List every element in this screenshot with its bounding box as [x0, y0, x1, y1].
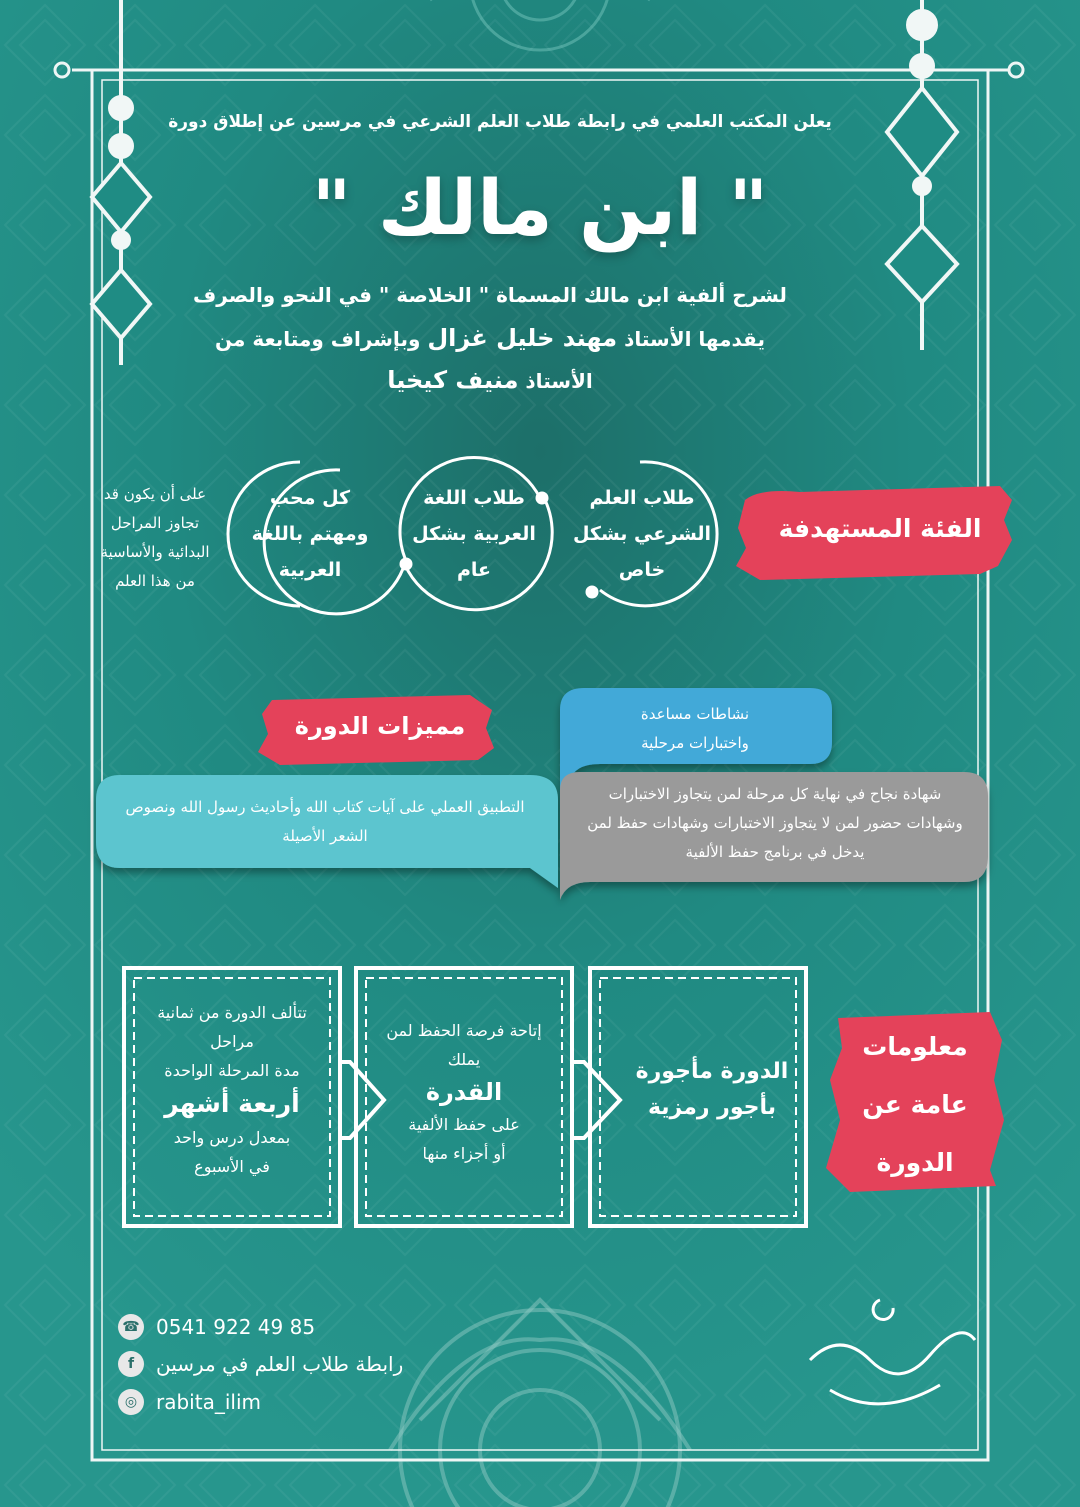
duration-line: تتألف الدورة من ثمانية [157, 1003, 307, 1022]
info-label-line: معلومات [862, 1032, 968, 1061]
target-group-2 [404, 480, 544, 588]
duration-line: مدة المرحلة الواحدة [164, 1061, 300, 1080]
target-group-1-line: طلاب العلم [589, 487, 695, 509]
condition-line: تجاوز المراحل [110, 514, 200, 532]
target-group-3-line: ومهتم باللغة [251, 523, 369, 545]
light-feature-bubble [100, 793, 550, 851]
supervisor-title: الأستاذ [525, 369, 593, 393]
contact-phone[interactable] [118, 1314, 315, 1340]
description-line-2 [140, 324, 840, 352]
contact-facebook[interactable] [118, 1351, 403, 1377]
features-label: مميزات الدورة [294, 712, 466, 740]
course-title: " ابن مالك " [311, 163, 769, 252]
facebook-icon: f [118, 1351, 144, 1377]
info-label-line: الدورة [876, 1148, 954, 1177]
description-line-1: لشرح ألفية ابن مالك المسماة " الخلاصة " في النحو والصرف [193, 283, 787, 307]
memorization-line: على حفظ الألفية [408, 1115, 520, 1134]
target-condition-note [80, 480, 230, 596]
supervisor-prefix: وبإشراف ومتابعة من [215, 327, 421, 351]
memorization-line: يملك [447, 1050, 481, 1069]
teacher-name: مهند خليل غزال [427, 324, 618, 352]
duration-line: بمعدل درس واحد [173, 1128, 291, 1147]
info-box-duration [134, 998, 330, 1181]
contact-instagram[interactable] [118, 1389, 261, 1415]
phone-number: 0541 922 49 85 [156, 1315, 316, 1339]
instagram-handle: rabita_ilim [156, 1390, 261, 1414]
bubble-line: نشاطات مساعدة [640, 705, 750, 723]
bubble-line: وشهادات حضور لمن لا يتجاوز الاختبارات وشهادات حفظ لمن [587, 814, 963, 832]
target-group-3-line: كل محب [269, 487, 351, 509]
target-group-2-line: عام [456, 559, 492, 581]
condition-line: من هذا العلم [115, 572, 195, 590]
memorization-line: إتاحة فرصة الحفظ لمن [386, 1021, 542, 1040]
info-box-memorization [366, 1016, 562, 1168]
duration-line: مراحل [210, 1032, 254, 1051]
target-group-3 [240, 480, 380, 588]
bubble-line: يدخل في برنامج حفظ الألفية [685, 843, 865, 861]
general-info-label [840, 1018, 990, 1192]
gray-feature-bubble [568, 780, 982, 867]
memorization-line: أو أجزاء منها [422, 1144, 506, 1163]
info-box-fees [600, 1054, 824, 1126]
condition-line: على أن يكون قد [103, 485, 207, 503]
description-line-3 [140, 366, 840, 394]
teacher-prefix: يقدمها الأستاذ [624, 327, 765, 351]
target-audience-label: الفئة المستهدفة [778, 514, 982, 543]
memorization-highlight: القدرة [425, 1078, 503, 1106]
duration-line: في الأسبوع [194, 1157, 270, 1176]
target-group-2-line: طلاب اللغة [423, 487, 525, 509]
supervisor-name: منيف كيخيا [387, 366, 519, 394]
duration-highlight: أربعة أشهر [164, 1089, 300, 1118]
fees-line: الدورة مأجورة [635, 1059, 789, 1084]
phone-icon: ☎ [118, 1314, 144, 1340]
target-group-3-line: العربية [278, 559, 342, 581]
bubble-line: واختبارات مرحلية [641, 734, 749, 752]
target-group-1 [572, 480, 712, 588]
fees-line: بأجور رمزية [647, 1095, 777, 1120]
bubble-line: الشعر الأصيلة [282, 827, 368, 845]
instagram-icon: ◎ [118, 1389, 144, 1415]
condition-line: البدائية والأساسية [100, 543, 210, 561]
facebook-page: رابطة طلاب العلم في مرسين [156, 1352, 404, 1376]
bubble-line: شهادة نجاح في نهاية كل مرحلة لمن يتجاوز الاختبارات [608, 785, 942, 803]
info-label-line: عامة عن [862, 1090, 968, 1119]
intro-text: يعلن المكتب العلمي في رابطة طلاب العلم الشرعي في مرسين عن إطلاق دورة [168, 112, 832, 132]
target-group-2-line: العربية بشكل [412, 523, 536, 545]
bubble-line: التطبيق العملي على آيات كتاب الله وأحاديث رسول الله ونصوص [125, 798, 525, 816]
target-group-1-line: خاص [618, 559, 666, 581]
blue-feature-bubble [575, 700, 815, 758]
target-group-1-line: الشرعي بشكل [572, 523, 712, 545]
